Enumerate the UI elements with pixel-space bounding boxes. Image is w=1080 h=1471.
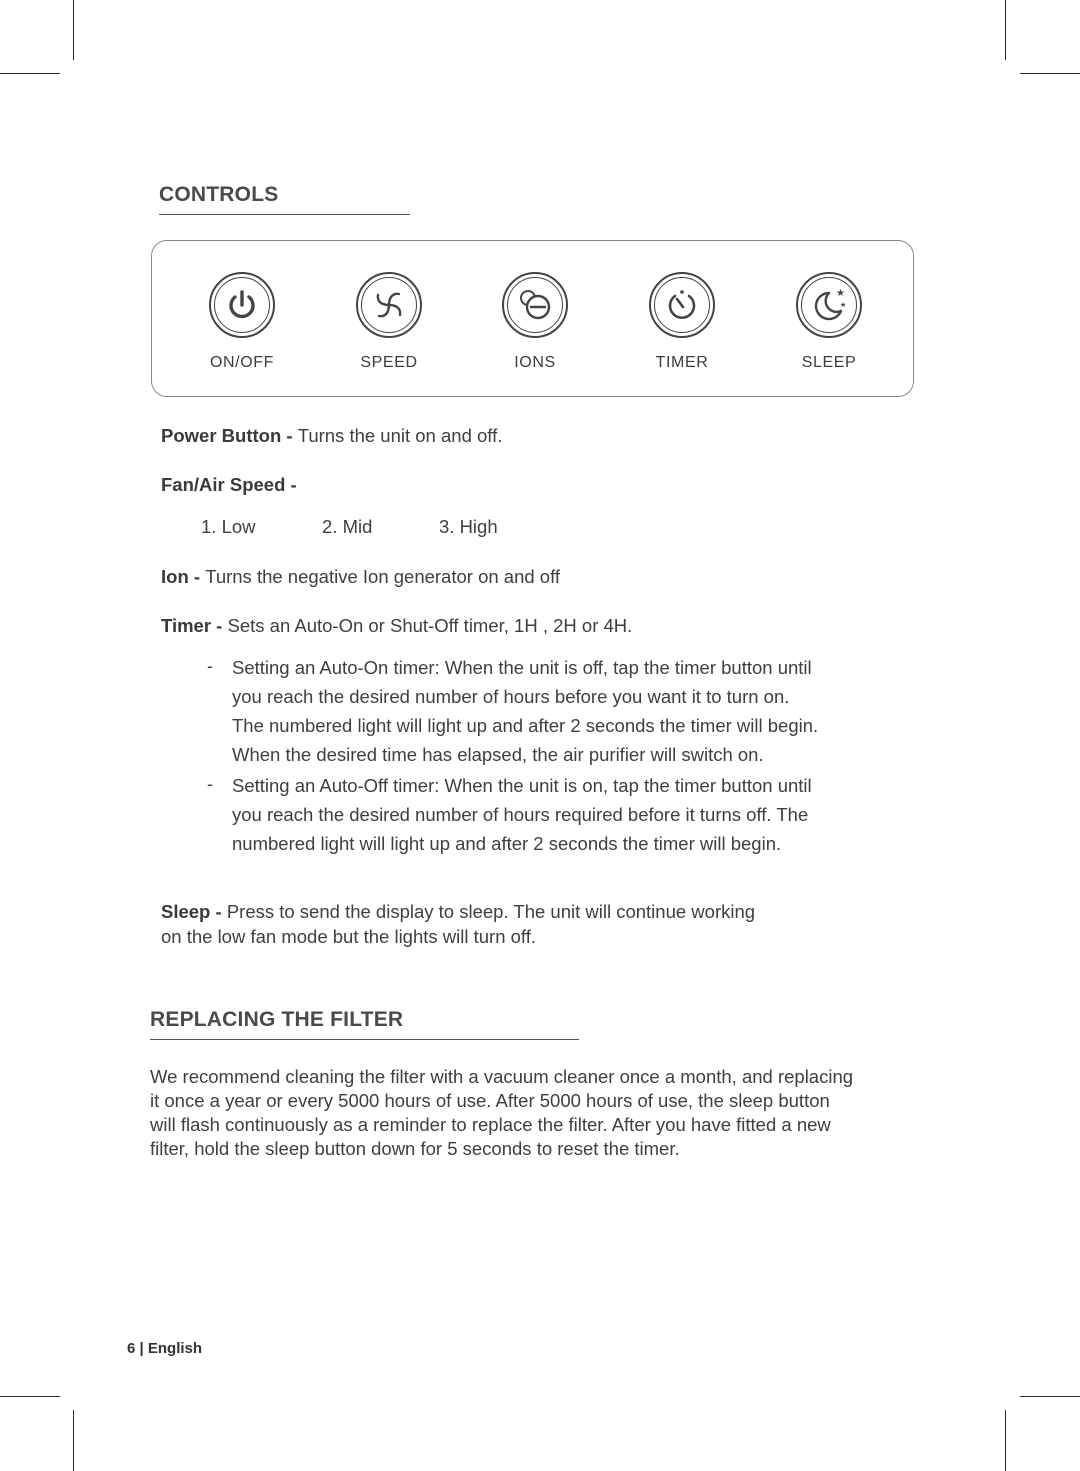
text-line: you reach the desired number of hours before you want it to turn on. — [232, 686, 790, 707]
crop-mark — [1020, 1396, 1080, 1397]
text-line: numbered light will light up and after 2 seconds the timer will begin. — [232, 833, 782, 854]
controls-heading: CONTROLS — [159, 183, 279, 206]
crop-mark — [1020, 73, 1080, 74]
ions-label: IONS — [514, 354, 556, 371]
sleep-description-cont: on the low fan mode but the lights will turn off. — [161, 926, 537, 947]
crop-mark — [0, 1396, 60, 1397]
fan-speed-high: 3. High — [439, 516, 498, 537]
filter-paragraph — [150, 1065, 940, 1161]
ions-icon — [515, 285, 555, 325]
term-separator: - — [211, 615, 228, 636]
sleep-control[interactable] — [769, 272, 889, 372]
controls-heading-rule — [159, 214, 410, 215]
power-term: Power Button — [161, 425, 282, 446]
crop-mark — [73, 1410, 74, 1471]
crop-mark — [73, 0, 74, 60]
ion-text: Turns the negative Ion generator on and off — [205, 566, 561, 587]
timer-control[interactable] — [622, 272, 742, 372]
text-line: The numbered light will light up and after 2 seconds the timer will begin. — [232, 715, 819, 736]
ions-button[interactable] — [502, 272, 568, 338]
bullet-dash: - — [207, 774, 213, 794]
crop-mark — [1005, 0, 1006, 60]
text-line: We recommend cleaning the filter with a vacuum cleaner once a month, and replacing — [150, 1066, 854, 1087]
auto-on-instructions — [232, 656, 932, 772]
sleep-label: SLEEP — [801, 354, 857, 371]
term-separator: - — [188, 566, 206, 587]
text-line: Setting an Auto-Off timer: When the unit is on, tap the timer button until — [232, 775, 812, 796]
crop-mark — [0, 73, 60, 74]
fan-speed-low: 1. Low — [201, 516, 256, 537]
on-off-control[interactable] — [182, 272, 302, 372]
fan-term: Fan/Air Speed — [161, 474, 286, 495]
timer-description — [161, 615, 632, 637]
filter-heading-rule — [150, 1039, 579, 1040]
term-separator: - — [210, 901, 227, 922]
text-line: filter, hold the sleep button down for 5 seconds to reset the timer. — [150, 1138, 680, 1159]
sleep-moon-icon — [809, 285, 849, 325]
fan-speed-mid: 2. Mid — [322, 516, 373, 537]
filter-heading: REPLACING THE FILTER — [150, 1008, 404, 1031]
ions-control[interactable] — [475, 272, 595, 372]
sleep-description — [161, 901, 755, 923]
timer-text: Sets an Auto-On or Shut-Off timer, 1H , 2H or 4H. — [227, 615, 633, 636]
control-panel — [151, 240, 914, 397]
timer-term: Timer — [161, 615, 212, 636]
power-description — [161, 425, 502, 447]
speed-label: SPEED — [360, 354, 418, 371]
ion-term: Ion — [161, 566, 189, 587]
sleep-text: Press to send the display to sleep. The unit will continue working — [226, 901, 756, 922]
fan-speed-icon — [371, 287, 407, 323]
svg-text:★: ★ — [836, 288, 845, 299]
sleep-term: Sleep — [161, 901, 211, 922]
power-text: Turns the unit on and off. — [297, 425, 503, 446]
speed-button[interactable] — [356, 272, 422, 338]
text-line: Setting an Auto-On timer: When the unit is off, tap the timer button until — [232, 657, 812, 678]
timer-icon — [664, 287, 700, 323]
text-line: it once a year or every 5000 hours of use. After 5000 hours of use, the sleep button — [150, 1090, 830, 1111]
bullet-dash: - — [207, 656, 213, 676]
on-off-button[interactable] — [209, 272, 275, 338]
power-icon — [225, 288, 259, 322]
auto-off-instructions — [232, 774, 932, 861]
crop-mark — [1005, 1410, 1006, 1471]
on-off-label: ON/OFF — [209, 354, 275, 371]
speed-control[interactable] — [329, 272, 449, 372]
text-line: will flash continuously as a reminder to replace the filter. After you have fitted a new — [150, 1114, 831, 1135]
timer-button[interactable] — [649, 272, 715, 338]
timer-label: TIMER — [655, 354, 709, 371]
svg-text:★: ★ — [840, 301, 847, 309]
term-separator: - — [285, 474, 297, 495]
text-line: you reach the desired number of hours required before it turns off. The — [232, 804, 809, 825]
fan-description — [161, 474, 297, 496]
term-separator: - — [281, 425, 298, 446]
text-line: When the desired time has elapsed, the air purifier will switch on. — [232, 744, 764, 765]
sleep-button[interactable] — [796, 272, 862, 338]
page-footer: 6 | English — [127, 1340, 203, 1357]
ion-description — [161, 566, 560, 588]
